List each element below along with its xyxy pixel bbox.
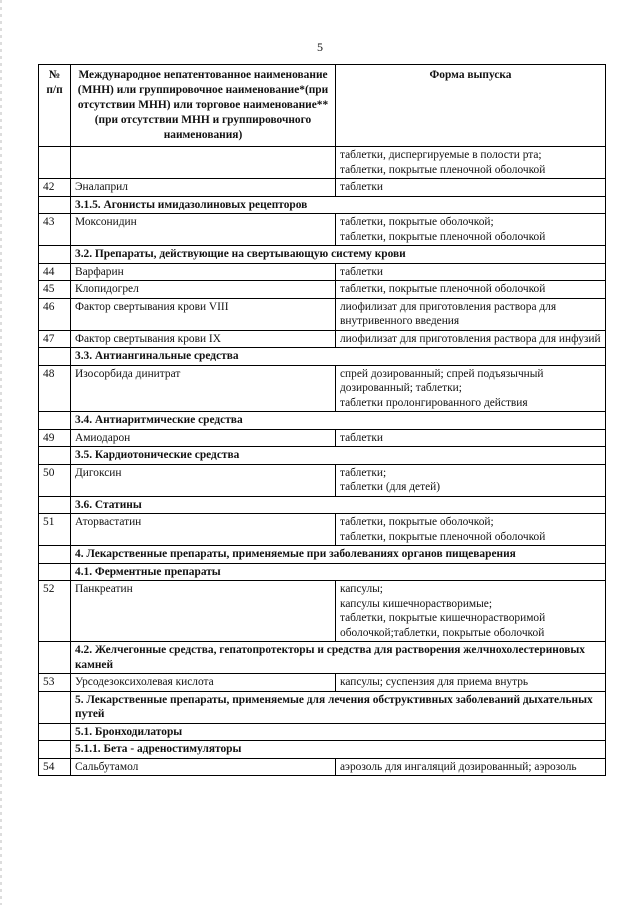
row-number: 45	[39, 281, 71, 299]
release-form-line: лиофилизат для приготовления раствора для инфузий	[340, 332, 601, 345]
drug-name: Панкреатин	[71, 581, 336, 642]
section-number-cell	[39, 723, 71, 741]
section-heading: 3.6. Статины	[71, 496, 606, 514]
row-number: 49	[39, 429, 71, 447]
release-form	[336, 330, 606, 348]
row-number: 51	[39, 514, 71, 546]
section-heading: 5.1. Бронходилаторы	[71, 723, 606, 741]
row-number	[39, 147, 71, 179]
section-number-cell	[39, 741, 71, 759]
table-row	[39, 214, 606, 246]
table-row	[39, 365, 606, 412]
release-form-line: таблетки, покрытые пленочной оболочкой	[340, 230, 546, 243]
table-header-row	[39, 65, 606, 147]
section-heading: 3.3. Антиангинальные средства	[71, 348, 606, 366]
drug-name: Аторвастатин	[71, 514, 336, 546]
release-form-line: таблетки	[340, 431, 384, 444]
section-number-cell	[39, 246, 71, 264]
table-body	[39, 147, 606, 776]
drug-name: Амиодарон	[71, 429, 336, 447]
row-number: 52	[39, 581, 71, 642]
section-row	[39, 546, 606, 564]
release-form-line: капсулы;	[340, 583, 383, 595]
section-row	[39, 723, 606, 741]
section-heading: 5. Лекарственные препараты, применяемые для лечения обструктивных заболеваний дыхательных путей	[71, 691, 606, 723]
section-row	[39, 642, 606, 674]
table-row	[39, 298, 606, 330]
row-number: 44	[39, 263, 71, 281]
drug-name: Урсодезоксихолевая кислота	[71, 674, 336, 692]
release-form	[336, 464, 606, 496]
release-form	[336, 758, 606, 776]
release-form	[336, 298, 606, 330]
drug-name: Клопидогрел	[71, 281, 336, 299]
release-form-line: капсулы кишечнорастворимые;	[340, 597, 492, 610]
section-heading: 4.1. Ферментные препараты	[71, 563, 606, 581]
release-form-line: аэрозоль для ингаляций дозированный; аэрозоль	[340, 760, 577, 773]
section-heading: 4.2. Желчегонные средства, гепатопротекторы и средства для растворения желчнохолестериновых камней	[71, 642, 606, 674]
section-number-cell	[39, 563, 71, 581]
drug-name: Моксонидин	[71, 214, 336, 246]
scan-edge-marks	[0, 0, 2, 905]
release-form-line: таблетки, покрытые кишечнорастворимой оболочкой;таблетки, покрытые оболочкой	[340, 612, 546, 639]
row-number: 43	[39, 214, 71, 246]
section-heading: 5.1.1. Бета - адреностимуляторы	[71, 741, 606, 759]
section-number-cell	[39, 642, 71, 674]
release-form	[336, 281, 606, 299]
table-row	[39, 464, 606, 496]
section-number-cell	[39, 412, 71, 430]
release-form-line: таблетки	[340, 265, 384, 278]
table-row	[39, 330, 606, 348]
drug-name: Варфарин	[71, 263, 336, 281]
release-form-line: таблетки, покрытые пленочной оболочкой	[340, 163, 546, 176]
section-row	[39, 563, 606, 581]
section-number-cell	[39, 691, 71, 723]
release-form	[336, 179, 606, 197]
release-form-line: таблетки	[340, 181, 384, 193]
release-form	[336, 365, 606, 412]
section-row	[39, 412, 606, 430]
release-form	[336, 514, 606, 546]
release-form-line: таблетки;	[340, 466, 387, 479]
row-number: 53	[39, 674, 71, 692]
row-number: 46	[39, 298, 71, 330]
drug-name: Фактор свертывания крови VIII	[71, 298, 336, 330]
drug-name	[71, 147, 336, 179]
drug-list-table	[38, 64, 606, 776]
release-form	[336, 429, 606, 447]
row-number: 48	[39, 365, 71, 412]
section-heading: 3.1.5. Агонисты имидазолиновых рецепторов	[71, 196, 606, 214]
release-form	[336, 263, 606, 281]
release-form-line: лиофилизат для приготовления раствора для внутривенного введения	[340, 300, 557, 327]
section-row	[39, 741, 606, 759]
section-row	[39, 496, 606, 514]
section-heading: 3.4. Антиаритмические средства	[71, 412, 606, 430]
section-row	[39, 447, 606, 465]
release-form	[336, 674, 606, 692]
table-row	[39, 429, 606, 447]
section-row	[39, 348, 606, 366]
release-form	[336, 581, 606, 642]
release-form-line: таблетки (для детей)	[340, 481, 441, 493]
drug-name: Изосорбида динитрат	[71, 365, 336, 412]
release-form-line: спрей дозированный; спрей подъязычный дозированный; таблетки;	[340, 367, 544, 394]
release-form-line: таблетки, покрытые оболочкой;	[340, 216, 494, 228]
table-row	[39, 281, 606, 299]
section-number-cell	[39, 546, 71, 564]
header-form: Форма выпуска	[336, 65, 606, 147]
page-number: 5	[317, 40, 323, 54]
drug-name: Дигоксин	[71, 464, 336, 496]
header-name: Международное непатентованное наименование (МНН) или группировочное наименование*(при отсутствии МНН) или торговое наименование** (при отсутствии МНН и группировочного наименования)	[71, 65, 336, 147]
release-form-line: таблетки, покрытые оболочкой;	[340, 516, 494, 528]
section-heading: 4. Лекарственные препараты, применяемые при заболеваниях органов пищеварения	[71, 546, 606, 564]
table-row	[39, 514, 606, 546]
section-number-cell	[39, 348, 71, 366]
section-row	[39, 691, 606, 723]
table-row	[39, 581, 606, 642]
release-form	[336, 214, 606, 246]
release-form-line: таблетки, покрытые пленочной оболочкой	[340, 283, 546, 295]
section-heading: 3.2. Препараты, действующие на свертывающую систему крови	[71, 246, 606, 264]
row-number: 50	[39, 464, 71, 496]
section-number-cell	[39, 196, 71, 214]
release-form-line: капсулы; суспензия для приема внутрь	[340, 676, 529, 688]
row-number: 47	[39, 330, 71, 348]
table-row	[39, 179, 606, 197]
header-number: № п/п	[39, 65, 71, 147]
table-row	[39, 758, 606, 776]
drug-name: Сальбутамол	[71, 758, 336, 776]
section-number-cell	[39, 496, 71, 514]
release-form-line: таблетки, покрытые пленочной оболочкой	[340, 530, 546, 543]
section-row	[39, 246, 606, 264]
drug-name: Эналаприл	[71, 179, 336, 197]
release-form-line: таблетки пролонгированного действия	[340, 396, 528, 409]
release-form	[336, 147, 606, 179]
section-row	[39, 196, 606, 214]
section-heading: 3.5. Кардиотонические средства	[71, 447, 606, 465]
release-form-line: таблетки, диспергируемые в полости рта;	[340, 149, 542, 161]
table-row	[39, 147, 606, 179]
row-number: 42	[39, 179, 71, 197]
section-number-cell	[39, 447, 71, 465]
drug-name: Фактор свертывания крови IX	[71, 330, 336, 348]
table-row	[39, 263, 606, 281]
row-number: 54	[39, 758, 71, 776]
table-row	[39, 674, 606, 692]
